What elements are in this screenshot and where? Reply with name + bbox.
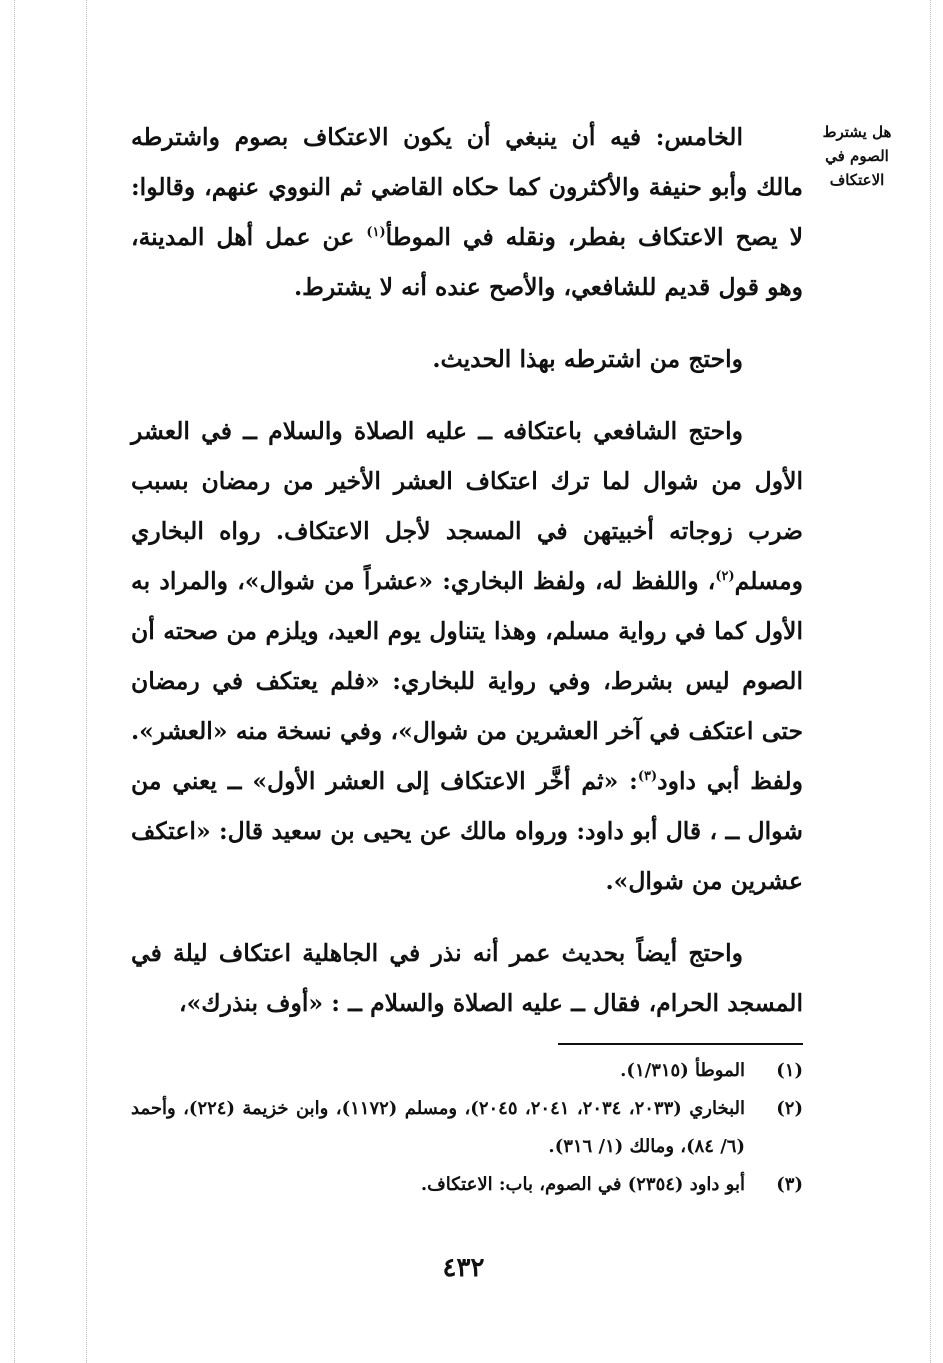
footnote	[131, 1090, 803, 1166]
page-number: ٤٣٢	[442, 1253, 485, 1283]
footnotes	[131, 1052, 803, 1204]
paragraph-text: فيه أن ينبغي أن يكون الاعتكاف بصوم واشترطه مالك وأبو حنيفة والأكثرون كما حكاه القاضي ثم النووي عنهم، وقالوا: لا يصح الاعتكاف بفطر، ونقله في الموطأ	[131, 123, 804, 251]
footnote	[131, 1052, 803, 1090]
paragraph-2	[131, 334, 803, 384]
paragraph-text: واحتج الشافعي باعتكافه ــ عليه الصلاة والسلام ــ في العشر الأول من شوال لما ترك اعتكاف العشر الأخير من رمضان بسبب ضرب زوجاته أخبيتهن في المسجد لأجل الاعتكاف. رواه البخاري ومسلم	[131, 417, 803, 595]
paragraph-text: واحتج من اشترطه بهذا الحديث.	[432, 345, 743, 373]
footnote-text: أبو داود (٢٣٥٤) في الصوم، باب: الاعتكاف.	[420, 1174, 745, 1195]
scan-edge-dots	[86, 0, 87, 1363]
paragraph-3	[131, 406, 803, 906]
footnote	[131, 1166, 803, 1204]
footnote-text: البخاري (٢٠٣٣، ٢٠٣٤، ٢٠٤١، ٢٠٤٥)، ومسلم (١١٧٢)، وابن خزيمة (٢٢٤)، وأحمد (٦/ ٨٤)، ومالك (١/ ٣١٦).	[131, 1098, 745, 1157]
scan-edge-dots	[930, 0, 931, 1363]
paragraph-1	[131, 112, 803, 312]
paragraph-4	[131, 928, 803, 1028]
paragraph-lead: الخامس:	[655, 123, 743, 151]
margin-note: هل يشترط الصوم في الاعتكاف	[822, 123, 892, 189]
scan-edge-dots	[14, 0, 15, 1363]
footnote-ref: (٢)	[715, 569, 735, 585]
footnote-text: الموطأ (١/٣١٥).	[620, 1060, 745, 1081]
footnote-separator	[558, 1043, 803, 1045]
footnote-number: (١)	[776, 1060, 803, 1081]
paragraph-text: : «ثم أخَّر الاعتكاف إلى العشر الأول» ــ يعني من شوال ــ ، قال أبو داود: ورواه مالك عن يحيى بن سعيد قال: «اعتكف عشرين من شوال».	[131, 767, 803, 895]
paragraph-text: ، واللفظ له، ولفظ البخاري: «عشراً من شوال»، والمراد به الأول كما في رواية مسلم، وهذا يتناول يوم العيد، ويلزم من صحته أن الصوم ليس بشرط، وفي رواية للبخاري: «فلم يعتكف في رمضان حتى اعتكف في آخر العشرين من شوال»، وفي نسخة منه «العشر». ولفظ أبي داود	[131, 567, 803, 795]
footnote-ref: (١)	[366, 225, 386, 241]
footnote-number: (٢)	[776, 1098, 803, 1119]
main-text	[131, 112, 803, 1028]
paragraph-text: عن عمل أهل المدينة، وهو قول قديم للشافعي، والأصح عنده أنه لا يشترط.	[131, 223, 803, 301]
paragraph-text: واحتج أيضاً بحديث عمر أنه نذر في الجاهلية اعتكاف ليلة في المسجد الحرام، فقال ــ عليه الصلاة والسلام ــ : «أوف بنذرك»،	[131, 939, 803, 1017]
footnote-ref: (٣)	[637, 769, 658, 785]
footnote-number: (٣)	[776, 1174, 803, 1195]
